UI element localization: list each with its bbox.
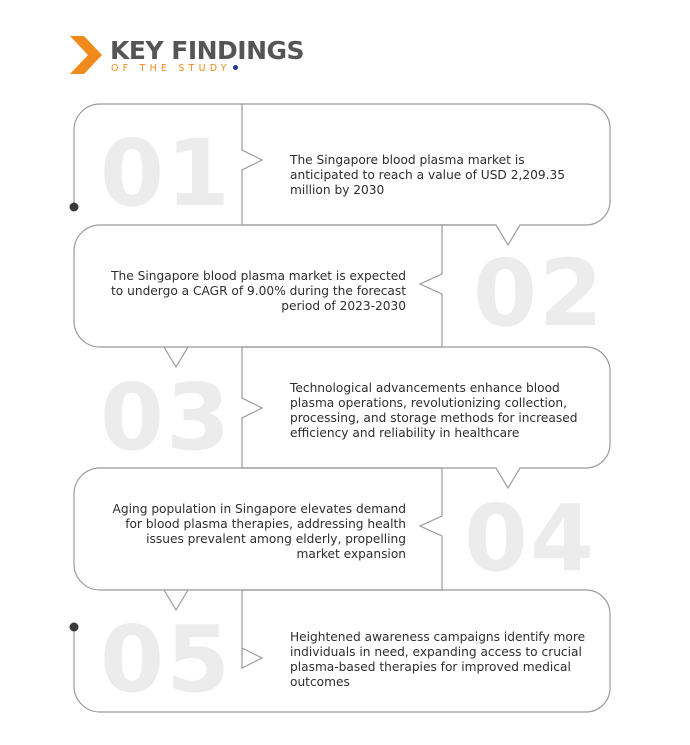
timeline-start-dot xyxy=(70,203,79,212)
finding-number-1: 01 xyxy=(100,120,233,227)
page-title: KEY FINDINGS xyxy=(110,36,305,65)
finding-number-4: 04 xyxy=(464,485,597,592)
finding-number-3: 03 xyxy=(100,364,233,471)
finding-text-1: The Singapore blood plasma market is anticipated to reach a value of USD 2,209.35 million by 2030 xyxy=(290,153,565,197)
finding-number-2: 02 xyxy=(473,240,606,347)
finding-number-5: 05 xyxy=(100,606,233,713)
finding-text-3: Technological advancements enhance blood plasma operations, revolutionizing collection, processing, and storage methods for increased efficiency and reliability in healthcare xyxy=(290,381,578,440)
timeline-end-dot xyxy=(70,623,79,632)
finding-text-4: Aging population in Singapore elevates demand for blood plasma therapies, addressing health issues prevalent among elderly, propelling market expansion xyxy=(112,502,406,561)
page-subtitle: OF THE STUDY xyxy=(111,63,238,75)
finding-text-2: The Singapore blood plasma market is expected to undergo a CAGR of 9.00% during the forecast period of 2023-2030 xyxy=(111,269,406,313)
finding-text-5: Heightened awareness campaigns identify more individuals in need, expanding access to crucial plasma-based therapies for improved medical outcomes xyxy=(290,630,586,689)
